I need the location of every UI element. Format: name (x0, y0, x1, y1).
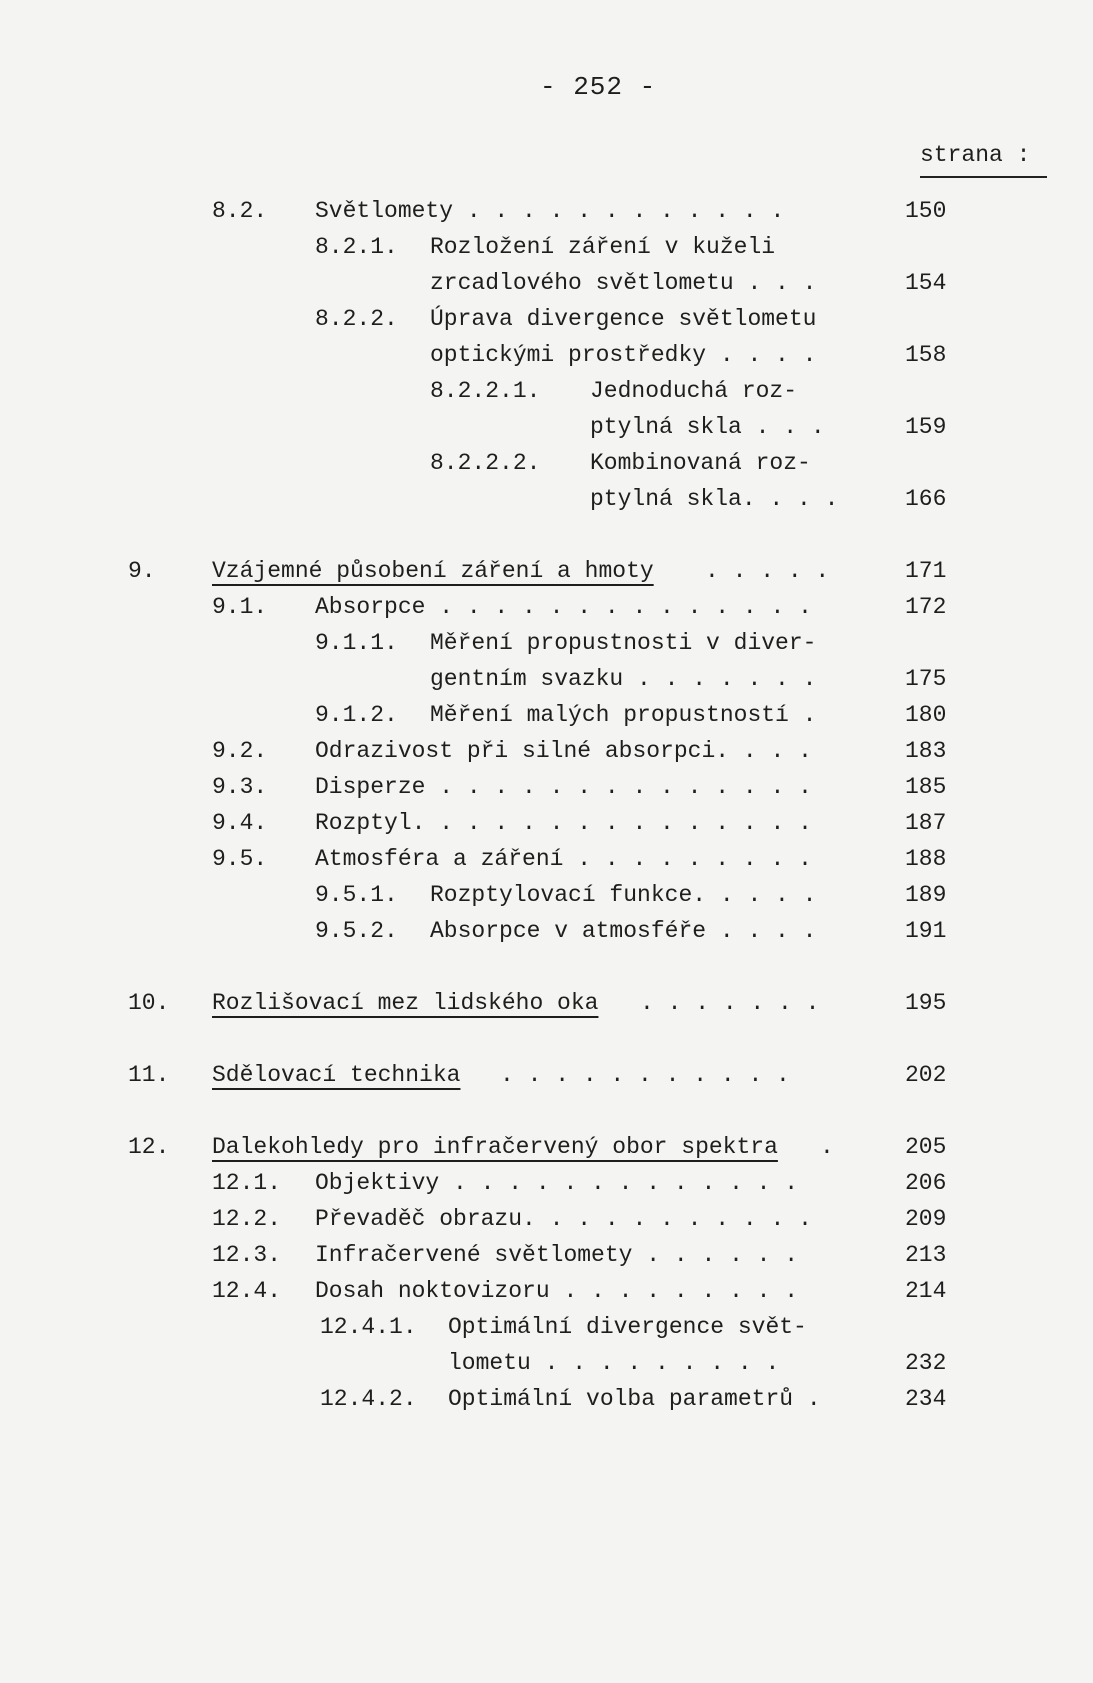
toc-number: 12.2. (212, 1206, 282, 1232)
toc-title: Měření propustnosti v diver- (430, 630, 817, 656)
toc-number: 12.4.1. (320, 1314, 417, 1340)
toc-title: ptylná skla . . . (590, 414, 825, 440)
toc-title: optickými prostředky . . . . (430, 342, 817, 368)
toc-page: 234 (905, 1386, 947, 1412)
toc-dots: . . . . . . . . . . . (500, 1062, 790, 1088)
toc-number: 9.1.1. (315, 630, 398, 656)
toc-number: 12.3. (212, 1242, 282, 1268)
toc-title: Rozložení záření v kuželi (430, 234, 776, 260)
toc-title: Světlomety . . . . . . . . . . . . (315, 198, 785, 224)
toc-title: Rozptylovací funkce. . . . . (430, 882, 817, 908)
toc-page: 213 (905, 1242, 947, 1268)
toc-title: Optimální divergence svět- (448, 1314, 807, 1340)
toc-number: 8.2. (212, 198, 268, 224)
toc-number: 12.4. (212, 1278, 282, 1304)
toc-number: 9.1.2. (315, 702, 398, 728)
toc-title: Měření malých propustností . (430, 702, 817, 728)
toc-title: Optimální volba parametrů . (448, 1386, 821, 1412)
toc-title: zrcadlového světlometu . . . (430, 270, 817, 296)
toc-number: 9.5.2. (315, 918, 398, 944)
chapter-number: 11. (128, 1062, 170, 1088)
toc-title: Kombinovaná roz- (590, 450, 811, 476)
toc-title: Dosah noktovizoru . . . . . . . . . (315, 1278, 799, 1304)
toc-title: Objektivy . . . . . . . . . . . . . (315, 1170, 799, 1196)
toc-title: Infračervené světlomety . . . . . . (315, 1242, 799, 1268)
toc-page: 188 (905, 846, 947, 872)
toc-title: Odrazivost při silné absorpci. . . . (315, 738, 812, 764)
toc-page: 159 (905, 414, 947, 440)
toc-title: gentním svazku . . . . . . . (430, 666, 817, 692)
toc-number: 9.1. (212, 594, 268, 620)
toc-page: 150 (905, 198, 947, 224)
toc-title: Absorpce v atmosféře . . . . (430, 918, 817, 944)
toc-title: Převaděč obrazu. . . . . . . . . . . (315, 1206, 812, 1232)
toc-number: 9.5. (212, 846, 268, 872)
chapter-number: 10. (128, 990, 170, 1016)
chapter-number: 9. (128, 558, 156, 584)
chapter-title: Dalekohledy pro infračervený obor spektra (212, 1134, 778, 1160)
toc-page: 172 (905, 594, 947, 620)
toc-title: Úprava divergence světlometu (430, 306, 817, 332)
chapter-title: Rozlišovací mez lidského oka (212, 990, 599, 1016)
toc-page: 185 (905, 774, 947, 800)
toc-number: 9.3. (212, 774, 268, 800)
toc-page: 180 (905, 702, 947, 728)
toc-page: 232 (905, 1350, 947, 1376)
toc-title: Atmosféra a záření . . . . . . . . . (315, 846, 812, 872)
toc-page: 202 (905, 1062, 947, 1088)
toc-dots: . . . . . (705, 558, 830, 584)
toc-title: lometu . . . . . . . . . (448, 1350, 780, 1376)
toc-page: 154 (905, 270, 947, 296)
toc-number: 9.5.1. (315, 882, 398, 908)
page-number: - 252 - (540, 72, 657, 102)
toc-page: 171 (905, 558, 947, 584)
toc-number: 8.2.2.2. (430, 450, 541, 476)
toc-title: ptylná skla. . . . (590, 486, 839, 512)
chapter-title: Vzájemné působení záření a hmoty (212, 558, 654, 584)
toc-number: 9.2. (212, 738, 268, 764)
toc-page: 183 (905, 738, 947, 764)
toc-page: 214 (905, 1278, 947, 1304)
toc-page: 189 (905, 882, 947, 908)
toc-number: 8.2.2.1. (430, 378, 541, 404)
toc-page: 205 (905, 1134, 947, 1160)
toc-dots: . . . . . . . (640, 990, 820, 1016)
toc-page: 187 (905, 810, 947, 836)
toc-page: 206 (905, 1170, 947, 1196)
toc-page: 166 (905, 486, 947, 512)
toc-number: 12.4.2. (320, 1386, 417, 1412)
toc-page: 209 (905, 1206, 947, 1232)
toc-page: 158 (905, 342, 947, 368)
column-header-strana: strana : (920, 142, 1031, 168)
toc-page: 175 (905, 666, 947, 692)
toc-title: Absorpce . . . . . . . . . . . . . . (315, 594, 812, 620)
chapter-title: Sdělovací technika (212, 1062, 461, 1088)
toc-number: 9.4. (212, 810, 268, 836)
toc-number: 8.2.2. (315, 306, 398, 332)
chapter-number: 12. (128, 1134, 170, 1160)
toc-number: 8.2.1. (315, 234, 398, 260)
toc-page: 195 (905, 990, 947, 1016)
toc-title: Rozptyl. . . . . . . . . . . . . . . (315, 810, 812, 836)
header-underline (920, 176, 1047, 178)
toc-page: 191 (905, 918, 947, 944)
toc-title: Jednoduchá roz- (590, 378, 798, 404)
toc-dots: . (820, 1134, 834, 1160)
toc-number: 12.1. (212, 1170, 282, 1196)
toc-title: Disperze . . . . . . . . . . . . . . (315, 774, 812, 800)
